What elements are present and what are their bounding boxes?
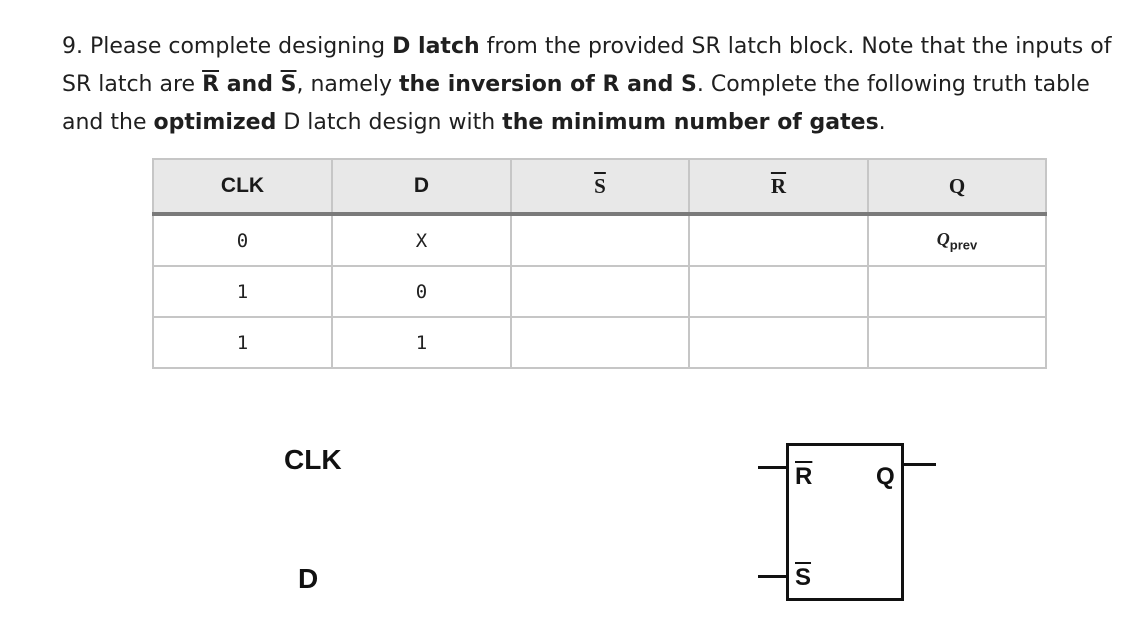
cell-q-blank[interactable] xyxy=(868,266,1046,317)
cell-s-bar-blank[interactable] xyxy=(511,317,689,368)
question-text xyxy=(62,28,1112,142)
header-d: D xyxy=(332,159,511,214)
cell-r-bar-blank[interactable] xyxy=(689,317,868,368)
r-bar-symbol: $\overline{R}$ xyxy=(202,72,220,97)
s-input-wire xyxy=(758,575,788,578)
question-part: . Complete the following truth table and the xyxy=(62,72,1090,135)
cell-q-blank[interactable] xyxy=(868,317,1046,368)
cell-clk: 1 xyxy=(153,317,332,368)
question-emphasis: optimized xyxy=(153,110,277,135)
header-clk: CLK xyxy=(153,159,332,214)
table-row xyxy=(153,266,1046,317)
question-part: . xyxy=(878,110,886,135)
cell-r-bar-blank[interactable] xyxy=(689,214,868,266)
s-bar-label: $\overline{S}$ xyxy=(594,173,606,198)
question-emphasis: D latch xyxy=(392,34,480,59)
cell-d: 1 xyxy=(332,317,511,368)
q-pin: Q xyxy=(876,463,895,490)
question-emphasis: the inversion of R and S xyxy=(398,72,697,97)
table-row xyxy=(153,317,1046,368)
cell-clk: 1 xyxy=(153,266,332,317)
question-part: D latch design with xyxy=(276,110,503,135)
cell-q xyxy=(868,214,1046,266)
table-row xyxy=(153,214,1046,266)
cell-clk: 0 xyxy=(153,214,332,266)
q-main: Q xyxy=(936,229,950,250)
cell-d: 0 xyxy=(332,266,511,317)
q-sub: prev xyxy=(949,237,978,253)
s-bar-symbol: $\overline{S}$ xyxy=(280,72,297,97)
q-output-wire xyxy=(902,463,936,466)
cell-s-bar-blank[interactable] xyxy=(511,266,689,317)
question-emphasis: the minimum number of gates xyxy=(502,110,879,135)
question-part: from the provided SR latch block. Note that the inputs of SR latch are xyxy=(62,34,1112,97)
r-input-wire xyxy=(758,466,788,469)
r-bar-label: $\overline{R}$ xyxy=(770,173,787,198)
d-input-label: D xyxy=(298,563,319,594)
table-header-row xyxy=(153,159,1046,214)
header-s-bar xyxy=(511,159,689,214)
question-part: 9. Please complete designing xyxy=(62,34,393,59)
cell-d: X xyxy=(332,214,511,266)
cell-s-bar-blank[interactable] xyxy=(511,214,689,266)
clk-input-label: CLK xyxy=(284,444,342,475)
header-q: Q xyxy=(868,159,1046,214)
truth-table xyxy=(152,158,1047,369)
r-bar-pin: $\overline{R}$ xyxy=(795,463,813,490)
question-emphasis: and xyxy=(219,72,281,97)
s-bar-pin: $\overline{S}$ xyxy=(795,564,812,591)
header-r-bar xyxy=(689,159,868,214)
q-prev-label xyxy=(936,229,978,253)
cell-r-bar-blank[interactable] xyxy=(689,266,868,317)
question-part: , namely xyxy=(296,72,399,97)
